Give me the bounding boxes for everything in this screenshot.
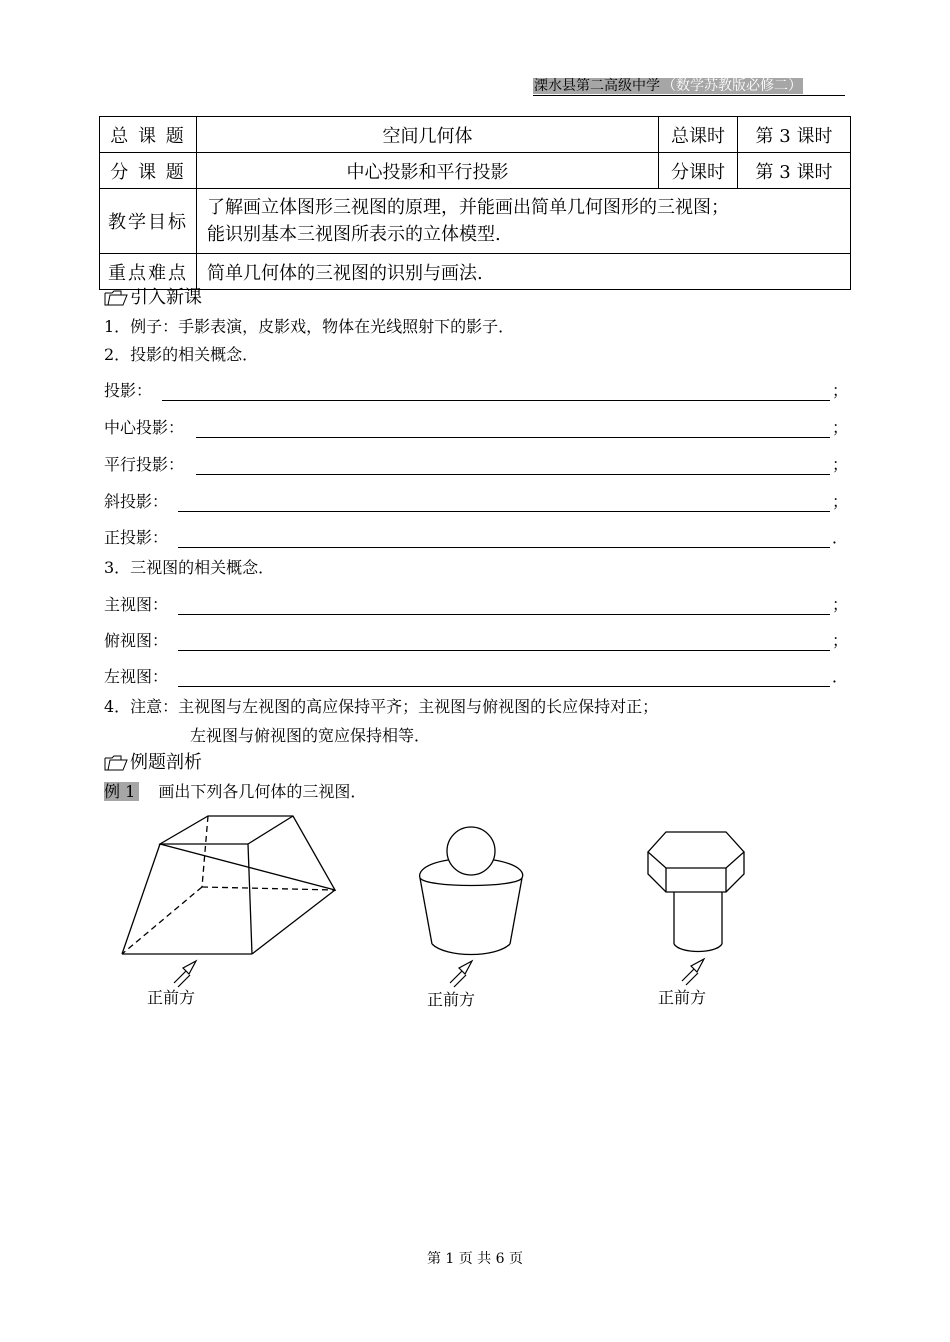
goals-line-2: 能识别基本三视图所表示的立体模型. <box>207 224 501 245</box>
frustum-hidden-edge <box>202 887 335 890</box>
example-tag: 例 1 <box>104 782 139 801</box>
hex-sides <box>648 852 744 892</box>
blank-central-projection[interactable] <box>104 417 849 439</box>
examples-heading-text: 例题剖析 <box>130 752 202 773</box>
hex-bolt-figure <box>640 828 752 956</box>
blank-end-mark: ． <box>832 667 849 686</box>
blank-label: 俯视图： <box>104 631 169 650</box>
frustum-top-right-edge <box>248 816 293 844</box>
blank-end-mark: ； <box>832 455 849 474</box>
key-points-value: 简单几何体的三视图的识别与画法. <box>197 254 851 290</box>
direction-label: 正前方 <box>427 990 476 1009</box>
page-footer: 第 1 页 共 6 页 <box>426 1251 524 1267</box>
intro-item-3: 3．三视图的相关概念． <box>104 558 275 577</box>
frustum-left-edge <box>122 844 160 954</box>
blank-front-view[interactable] <box>104 594 849 616</box>
intro-item-2: 2．投影的相关概念． <box>104 345 259 364</box>
total-topic-label: 总 课 题 <box>100 117 197 153</box>
arrow-icon <box>446 957 478 987</box>
table-row <box>100 254 851 290</box>
blank-underline <box>178 686 830 687</box>
intro-item-1: 1．例子：手影表演，皮影戏，物体在光线照射下的影子． <box>104 317 515 336</box>
cylinder-bottom <box>674 944 722 952</box>
hex-top-face <box>648 832 744 868</box>
intro-heading <box>104 286 202 310</box>
blank-underline <box>178 650 830 651</box>
direction-label: 正前方 <box>147 988 196 1007</box>
blank-projection[interactable] <box>104 380 849 402</box>
goals-line-1: 了解画立体图形三视图的原理，并能画出简单几何图形的三视图； <box>207 197 729 218</box>
folder-icon <box>104 755 128 771</box>
arrow-icon <box>678 955 710 985</box>
blank-end-mark: ； <box>832 595 849 614</box>
blank-label: 投影： <box>104 381 153 400</box>
sub-hours-value: 第 3 课时 <box>738 153 851 189</box>
sub-topic-value: 中心投影和平行投影 <box>197 153 659 189</box>
blank-underline <box>178 614 830 615</box>
blank-end-mark: ． <box>832 528 849 547</box>
example-1 <box>104 782 366 802</box>
textbook-name: （数学苏教版必修二） <box>662 78 802 94</box>
frustum-front-edge <box>248 844 252 954</box>
table-row <box>100 117 851 153</box>
blank-label: 中心投影： <box>104 418 185 437</box>
cone-top-rim <box>420 860 523 886</box>
blank-top-view[interactable] <box>104 630 849 652</box>
total-topic-value: 空间几何体 <box>197 117 659 153</box>
total-hours-label: 总课时 <box>659 117 738 153</box>
goals-value <box>197 189 851 254</box>
school-name: 溧水县第二高级中学 <box>534 78 660 94</box>
frustum-hidden-edge <box>202 816 208 887</box>
intro-heading-text: 引入新课 <box>130 287 202 308</box>
blank-label: 左视图： <box>104 667 169 686</box>
arrow-icon <box>170 957 202 987</box>
lesson-info-table <box>99 116 851 290</box>
sphere <box>447 827 495 875</box>
sphere-cone-figure <box>412 826 532 961</box>
blank-end-mark: ； <box>832 631 849 650</box>
blank-label: 平行投影： <box>104 455 185 474</box>
blank-end-mark: ； <box>832 492 849 511</box>
blank-underline <box>178 547 830 548</box>
key-points-label: 重点难点 <box>100 254 197 290</box>
table-row <box>100 189 851 254</box>
cone-left-side <box>420 878 432 944</box>
blank-underline <box>162 400 830 401</box>
blank-label: 主视图： <box>104 595 169 614</box>
examples-heading <box>104 751 202 775</box>
example-1-text: 画出下列各几何体的三视图． <box>158 782 367 801</box>
frustum-right-bottom-edge <box>252 890 335 954</box>
table-row <box>100 153 851 189</box>
blank-underline <box>178 511 830 512</box>
frustum-figure <box>118 812 338 962</box>
intro-item-4-cont: 左视图与俯视图的宽应保持相等． <box>190 726 431 745</box>
blank-end-mark: ； <box>832 418 849 437</box>
goals-label: 教学目标 <box>100 189 197 254</box>
blank-oblique-projection[interactable] <box>104 491 849 513</box>
intro-item-4: 4．注意：主视图与左视图的高应保持平齐；主视图与俯视图的长应保持对正； <box>104 697 659 716</box>
blank-label: 正投影： <box>104 528 169 547</box>
blank-underline <box>196 437 830 438</box>
blank-underline <box>196 474 830 475</box>
blank-end-mark: ； <box>832 381 849 400</box>
direction-label: 正前方 <box>658 988 707 1007</box>
cone-right-side <box>510 878 522 944</box>
blank-side-view[interactable] <box>104 666 849 688</box>
sub-topic-label: 分 课 题 <box>100 153 197 189</box>
sub-hours-label: 分课时 <box>659 153 738 189</box>
blank-parallel-projection[interactable] <box>104 454 849 476</box>
page-header <box>533 77 845 96</box>
cone-bottom-rim <box>432 944 510 955</box>
blank-orthographic-projection[interactable] <box>104 527 849 549</box>
folder-icon <box>104 290 128 306</box>
blank-label: 斜投影： <box>104 492 169 511</box>
total-hours-value: 第 3 课时 <box>738 117 851 153</box>
frustum-top-face <box>160 816 335 890</box>
